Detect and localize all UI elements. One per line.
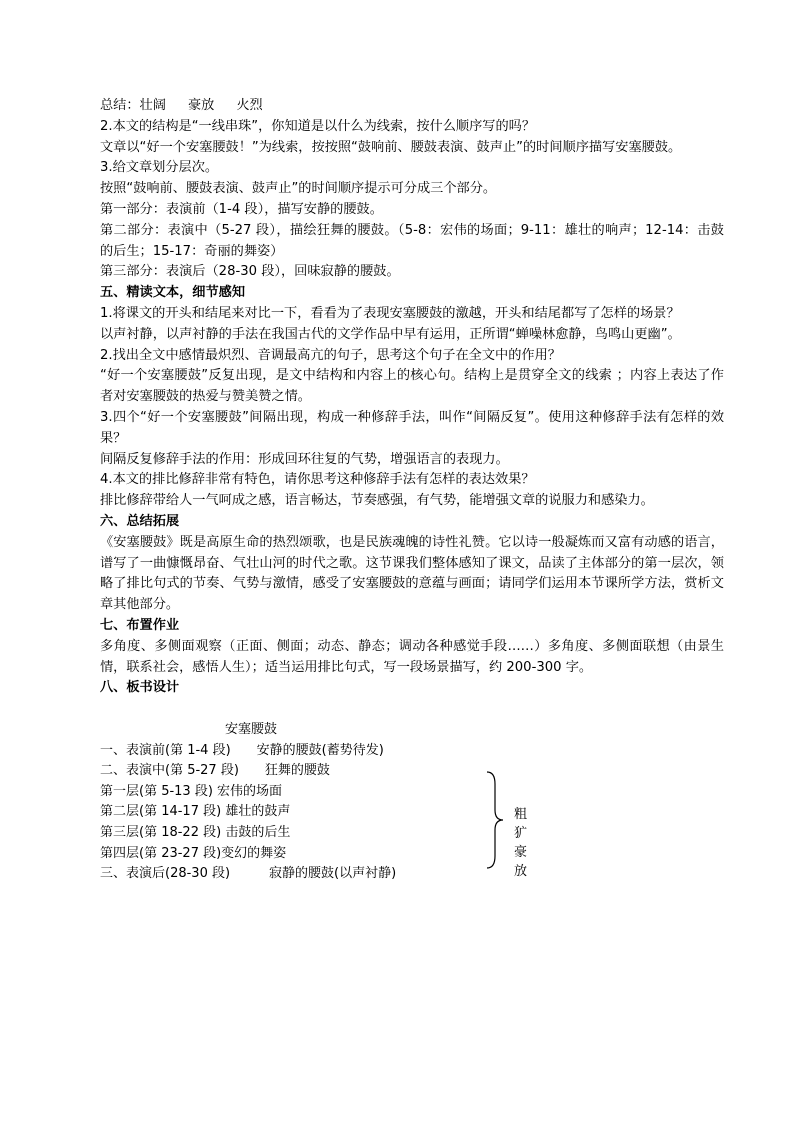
summary-label: 总结：壮阔: [100, 98, 166, 113]
board-line-3: 第一层(第 5-13 段) 宏伟的场面: [100, 783, 283, 799]
board-line-7: 三、表演后(28-30 段) 寂静的腰鼓(以声衬静): [100, 866, 397, 882]
part-3: 第三部分：表演后（28-30 段），回味寂静的腰鼓。: [100, 264, 400, 280]
section-8-heading: 八、板书设计: [100, 680, 180, 696]
summary-line: [100, 96, 724, 117]
part-2: 第二部分：表演中（5-27 段），描绘狂舞的腰鼓。（5-8：宏伟的场面；9-11：雄壮的响声；12-14：击鼓的后生；15-17：奇丽的舞姿）: [100, 222, 724, 259]
summary-word-3: 火烈: [236, 98, 263, 113]
summary-word-2: 豪放: [187, 98, 215, 113]
document-body: [100, 96, 724, 699]
section-6-heading: 六、总结拓展: [100, 513, 180, 529]
board-line-1: 一、表演前(第 1-4 段) 安静的腰鼓(蓄势待发): [100, 742, 384, 758]
s5-item-8: 排比修辞带给人一气呵成之感，语言畅达，节奏感强，有气势，能增强文章的说服力和感染力。: [100, 493, 654, 509]
s5-item-4: “好一个安塞腰鼓”反复出现，是文中结构和内容上的核心句。结构上是贯穿全文的线索 ；内容上表达了作者对安塞腰鼓的热爱与赞美赞之情。: [100, 368, 724, 405]
s5-item-2: 以声衬静，以声衬静的手法在我国古代的文学作品中早有运用，正所谓“蝉噪林愈静，鸟鸣山更幽”。: [100, 326, 681, 342]
s5-item-6: 间隔反复修辞手法的作用：形成回环往复的气势，增强语言的表现力。: [100, 451, 509, 467]
s5-item-5: 3.四个“好一个安塞腰鼓”间隔出现，构成一种修辞手法，叫作“间隔反复”。使用这种修辞手法有怎样的效果？: [100, 409, 724, 446]
section-7-heading: 七、布置作业: [100, 617, 180, 633]
section-7-text: 多角度、多侧面观察（正面、侧面；动态、静态；调动各种感觉手段……）多角度、多侧面联想（由景生情，联系社会，感悟人生）；适当运用排比句式，写一段场景描写，约 200-300 字。: [100, 638, 724, 675]
section-6-text: 《安塞腰鼓》既是高原生命的热烈颂歌，也是民族魂魄的诗性礼赞。它以诗一般凝炼而又富有动感的语言，谱写了一曲慷慨昂奋、气壮山河的时代之歌。这节课我们整体感知了课文，品读了主体部分的第一层次，领略了排比句式的节奏、气势与激情，感受了安塞腰鼓的意蕴与画面；请同学们运用本节课所学方法，赏析文章其他部分。: [100, 534, 724, 613]
question-2: 2.本文的结构是“一线串珠”，你知道是以什么为线索，按什么顺序写的吗？: [100, 118, 536, 134]
question-3: 3.给文章划分层次。: [100, 160, 219, 176]
answer-3: 按照“鼓响前、腰鼓表演、鼓声止”的时间顺序提示可分成三个部分。: [100, 181, 497, 197]
section-5-heading: 五、精读文本，细节感知: [100, 285, 246, 301]
brace-label: 粗犷豪放: [514, 807, 528, 879]
s5-item-3: 2.找出全文中感情最炽烈、音调最高亢的句子，思考这个句子在全文中的作用？: [100, 347, 561, 363]
board-line-6: 第四层(第 23-27 段)变幻的舞姿: [100, 845, 287, 861]
board-title: 安塞腰鼓: [225, 722, 278, 737]
board-line-2: 二、表演中(第 5-27 段) 狂舞的腰鼓: [100, 763, 330, 779]
part-1: 第一部分：表演前（1-4 段），描写安静的腰鼓。: [100, 201, 383, 217]
board-line-4: 第二层(第 14-17 段) 雄壮的鼓声: [100, 804, 291, 820]
answer-2: 文章以“好一个安塞腰鼓！”为线索，按按照“鼓响前、腰鼓表演、鼓声止”的时间顺序描写安塞腰鼓。: [100, 139, 682, 155]
blackboard-design: [100, 720, 528, 885]
s5-item-1: 1.将课文的开头和结尾来对比一下，看看为了表现安塞腰鼓的激越，开头和结尾都写了怎样的场景？: [100, 305, 680, 321]
right-brace-icon: [485, 770, 507, 870]
board-line-5: 第三层(第 18-22 段) 击鼓的后生: [100, 824, 291, 840]
s5-item-7: 4.本文的排比修辞非常有特色，请你思考这种修辞手法有怎样的表达效果？: [100, 472, 535, 488]
